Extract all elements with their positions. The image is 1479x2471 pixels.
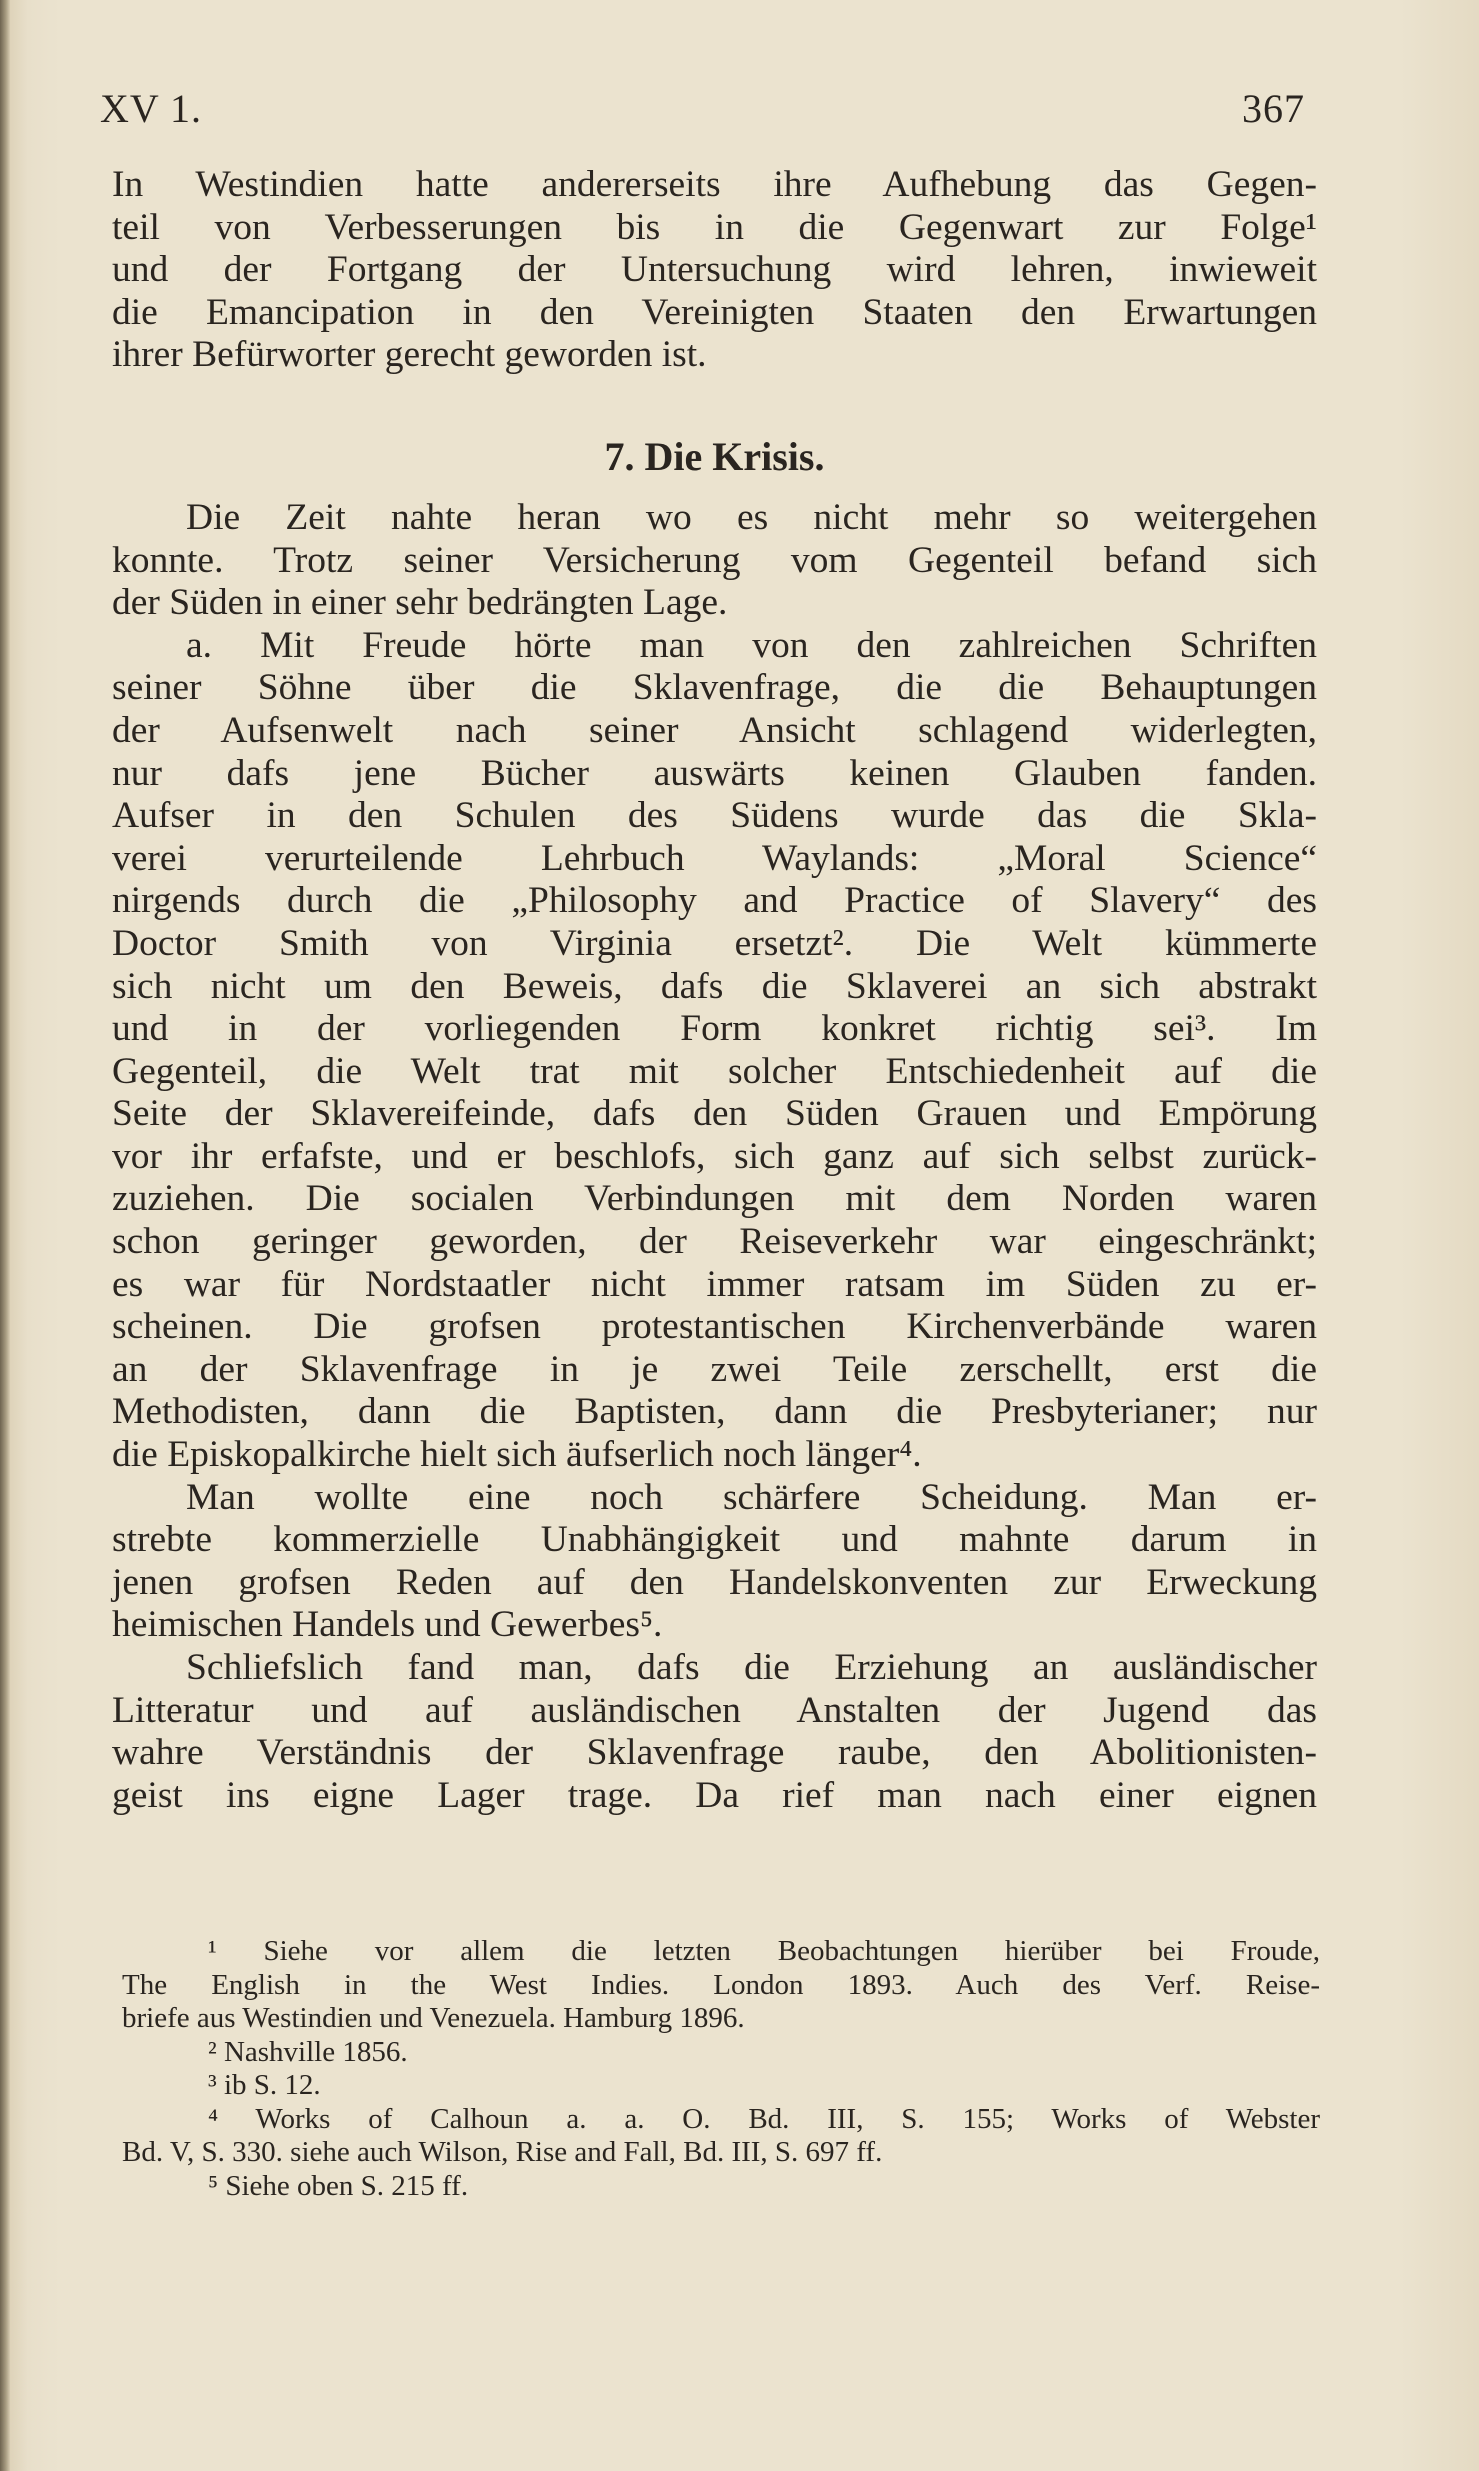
paragraph-2 (112, 497, 1317, 625)
page-binding-edge (0, 0, 10, 2471)
text-line: es war für Nordstaatler nicht immer ratsam im Süden zu er- (112, 1263, 1317, 1305)
footnote-2: ² Nashville 1856. (208, 2035, 408, 2068)
paragraph-5 (112, 1647, 1317, 1817)
text-line: Litteratur und auf ausländischen Anstalten der Jugend das (112, 1689, 1317, 1731)
text-line: jenen grofsen Reden auf den Handelskonventen zur Erweckung (112, 1561, 1317, 1603)
text-line: der Aufsenwelt nach seiner Ansicht schlagend widerlegten, (112, 709, 1317, 751)
text-line: die Emancipation in den Vereinigten Staaten den Erwartungen (112, 291, 1317, 333)
text-line: Die Zeit nahte heran wo es nicht mehr so weitergehen (186, 496, 1317, 538)
footnote-1 (122, 1935, 1320, 2036)
running-header (100, 85, 1305, 135)
text-line: Methodisten, dann die Baptisten, dann die Presbyterianer; nur (112, 1391, 1317, 1433)
page-number: 367 (1242, 86, 1305, 131)
text-line: geist ins eigne Lager trage. Da rief man nach einer eignen (112, 1774, 1317, 1816)
text-line: strebte kommerzielle Unabhängigkeit und mahnte darum in (112, 1519, 1317, 1561)
footnote-4 (122, 2103, 1320, 2170)
text-line: Seite der Sklavereifeinde, dafs den Süden Grauen und Empörung (112, 1093, 1317, 1135)
footnote-line: briefe aus Westindien und Venezuela. Hamburg 1896. (122, 2002, 745, 2034)
paragraph-4 (112, 1477, 1317, 1647)
text-line: und der Fortgang der Untersuchung wird lehren, inwieweit (112, 249, 1317, 291)
text-line: nur dafs jene Bücher auswärts keinen Glauben fanden. (112, 752, 1317, 794)
footnote-3: ³ ib S. 12. (208, 2069, 321, 2101)
text-line: die Episkopalkirche hielt sich äufserlich noch länger⁴. (112, 1434, 922, 1476)
text-line: nirgends durch die „Philosophy and Practice of Slavery“ des (112, 880, 1317, 922)
paragraph-3 (112, 625, 1317, 1477)
text-line: sich nicht um den Beweis, dafs die Sklaverei an sich abstrakt (112, 965, 1317, 1007)
chapter-marker: XV 1. (100, 86, 203, 131)
main-text (112, 164, 1317, 1817)
text-line: zuziehen. Die socialen Verbindungen mit dem Norden waren (112, 1178, 1317, 1220)
text-line: der Süden in einer sehr bedrängten Lage. (112, 582, 728, 624)
text-line: Gegenteil, die Welt trat mit solcher Entschiedenheit auf die (112, 1050, 1317, 1092)
text-line: seiner Söhne über die Sklavenfrage, die die Behauptungen (112, 667, 1317, 709)
text-line: Doctor Smith von Virginia ersetzt². Die Welt kümmerte (112, 922, 1317, 964)
paragraph-1 (112, 164, 1317, 377)
text-line: scheinen. Die grofsen protestantischen Kirchenverbände waren (112, 1306, 1317, 1348)
text-line: Man wollte eine noch schärfere Scheidung. Man er- (186, 1476, 1317, 1518)
footnote-5: ⁵ Siehe oben S. 215 ff. (208, 2169, 469, 2202)
text-line: verei verurteilende Lehrbuch Waylands: „Moral Science“ (112, 837, 1317, 879)
text-line: In Westindien hatte andererseits ihre Aufhebung das Gegen- (112, 164, 1317, 205)
text-line: Schliefslich fand man, dafs die Erziehung an ausländischer (186, 1647, 1317, 1688)
text-line: teil von Verbesserungen bis in die Gegenwart zur Folge¹ (112, 206, 1317, 248)
text-line: Aufser in den Schulen des Südens wurde das die Skla- (112, 795, 1317, 837)
footnote-line: The English in the West Indies. London 1893. Auch des Verf. Reise- (122, 1968, 1320, 2001)
text-line: heimischen Handels und Gewerbes⁵. (112, 1604, 663, 1646)
text-line: a. Mit Freude hörte man von den zahlreichen Schriften (186, 624, 1317, 666)
footnote-line: ¹ Siehe vor allem die letzten Beobachtungen hierüber bei Froude, (208, 1935, 1320, 1967)
footnote-line: Bd. V, S. 330. siehe auch Wilson, Rise and Fall, Bd. III, S. 697 ff. (122, 2136, 883, 2168)
section-heading: 7. Die Krisis. (604, 433, 825, 479)
text-line: schon geringer geworden, der Reiseverkehr war eingeschränkt; (112, 1221, 1317, 1263)
text-line: an der Sklavenfrage in je zwei Teile zerschellt, erst die (112, 1348, 1317, 1390)
footnotes (122, 1935, 1320, 2203)
text-line: vor ihr erfafste, und er beschlofs, sich ganz auf sich selbst zurück- (112, 1135, 1317, 1177)
text-line: konnte. Trotz seiner Versicherung vom Gegenteil befand sich (112, 539, 1317, 581)
footnote-line: ⁴ Works of Calhoun a. a. O. Bd. III, S. 155; Works of Webster (208, 2102, 1320, 2135)
text-line: und in der vorliegenden Form konkret richtig sei³. Im (112, 1008, 1317, 1050)
text-line: wahre Verständnis der Sklavenfrage raube, den Abolitionisten- (112, 1732, 1317, 1774)
text-line: ihrer Befürworter gerecht geworden ist. (112, 334, 707, 376)
